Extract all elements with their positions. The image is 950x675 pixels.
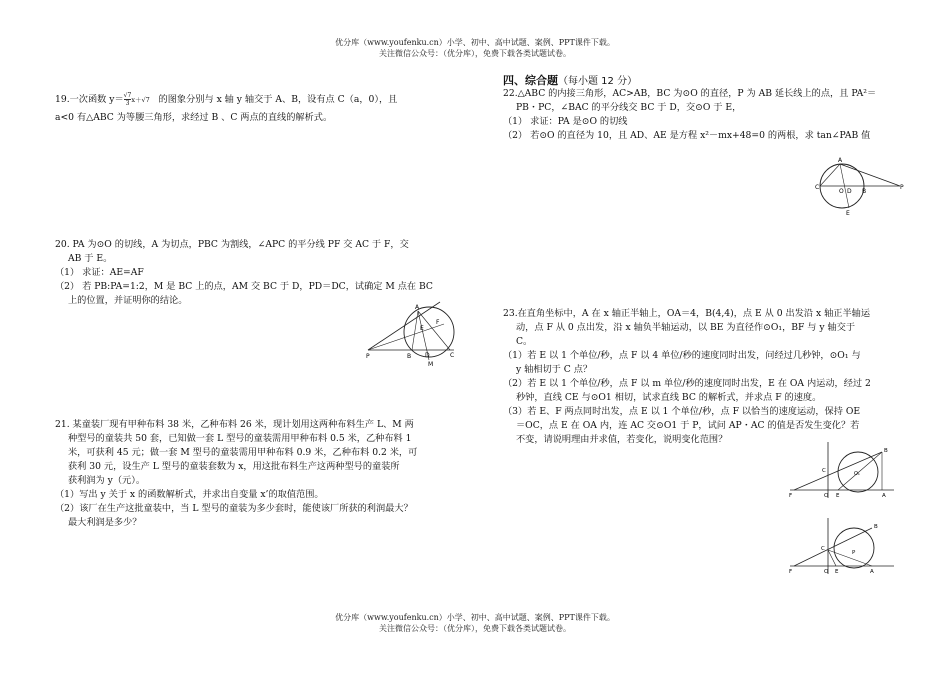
q23f2-label-b: B — [874, 524, 878, 530]
q19-fraction-den: 3 — [125, 100, 130, 107]
q22-label-o: O — [839, 188, 844, 195]
q23f1-label-c: C — [822, 468, 826, 474]
q23-line-1: 23.在直角坐标中，A 在 x 轴正半轴上，OA＝4，B(4,4)，点 E 从 0 出发沿 x 轴正半轴运 — [503, 308, 871, 319]
question-23 — [503, 307, 913, 447]
q19-prefix: 19.一次函数 y＝ — [55, 94, 124, 105]
q23-figure-1 — [786, 438, 898, 500]
page-footer — [0, 612, 950, 634]
q22-line-2: PB・PC，∠BAC 的平分线交 BC 于 D，交⊙O 于 E， — [516, 102, 742, 113]
q21-line-5: 获利润为 y（元）。 — [68, 475, 146, 486]
q20-sub-2b: 上的位置，并证明你的结论。 — [68, 295, 188, 306]
q19-line-2: a<0 有△ABC 为等腰三角形，求经过 B 、C 两点的直线的解析式。 — [55, 112, 333, 123]
q22-line-ap — [840, 164, 900, 186]
q23f1-label-o1: O₁ — [854, 471, 860, 477]
q23f1-label-f: F — [789, 493, 793, 499]
q20-label-b: B — [407, 353, 412, 360]
question-22 — [503, 87, 913, 143]
q21-line-1: 21. 某童装厂现有甲种布料 38 米，乙种布料 26 米，现计划用这两种布料生产 L、M 两 — [55, 419, 414, 430]
q23-sub-3b: ＝OC，点 E 在 OA 内，连 AC 交⊙O1 于 P，试问 AP・AC 的值是否发生变化？若 — [516, 420, 860, 431]
q22-label-e: E — [846, 210, 850, 217]
q23f2-label-e: E — [835, 569, 839, 575]
q20-figure — [362, 296, 470, 368]
q20-label-p: P — [366, 353, 370, 360]
q20-label-d: D — [425, 352, 430, 359]
page-header — [0, 37, 950, 59]
q23-sub-3c: 不变，请说明理由并求值，若变化，说明变化范围？ — [516, 434, 728, 445]
q20-line-1: 20. PA 为⊙O 的切线，A 为切点，PBC 为割线，∠APC 的平分线 PF 交 AC 于 F，交 — [55, 239, 409, 250]
q21-sub-1: （1）写出 y 关于 x 的函数解析式，并求出自变量 x’的取值范围。 — [55, 489, 324, 500]
q19-line-1 — [55, 92, 465, 107]
q23-line-3: C。 — [516, 336, 533, 347]
q23-line-2: 动，点 F 从 0 点出发，沿 x 轴负半轴运动，以 BE 为直径作⊙O₁，BF 与 y 轴交于 — [516, 322, 856, 333]
q20-circle — [404, 307, 454, 357]
q19-fraction-num: √7 — [123, 92, 132, 99]
header-line-1: 优分库（www.youfenku.cn）小学、初中、高中试题、案例、PPT课件下载。 — [335, 38, 615, 47]
q21-line-3: 米，可获利 45 元；做一套 M 型号的童装需用甲种布料 0.9 米，乙种布料 0.2 米，可 — [68, 447, 418, 458]
q22-label-b: B — [862, 188, 867, 195]
question-19 — [55, 92, 465, 125]
section-4-note: （每小题 12 分） — [558, 76, 638, 87]
footer-line-1: 优分库（www.youfenku.cn）小学、初中、高中试题、案例、PPT课件下载。 — [335, 613, 615, 622]
q21-line-2: 种型号的童装共 50 套，已知做一套 L 型号的童装需用甲种布料 0.5 米，乙种布料 1 — [68, 433, 412, 444]
q21-sub-2a: （2）该厂在生产这批童装中，当 L 型号的童装为多少套时，能使该厂所获的利润最大？ — [55, 503, 413, 514]
q20-bisector — [368, 324, 444, 350]
q21-sub-2b: 最大利润是多少？ — [68, 517, 142, 528]
q20-label-a: A — [415, 304, 420, 311]
q20-sub-2a: （2） 若 PB:PA=1:2，M 是 BC 上的点，AM 交 BC 于 D，PD＝DC，试确定 M 点在 BC — [55, 281, 433, 292]
q22-sub-1: （1） 求证：PA 是⊙O 的切线 — [503, 116, 628, 127]
q22-figure — [812, 152, 907, 220]
q20-label-f: F — [436, 319, 440, 326]
q23f1-label-o: O — [824, 493, 829, 499]
q23f1-label-a: A — [882, 493, 886, 499]
q20-sub-1: （1） 求证：AE=AF — [55, 267, 144, 278]
q23f2-label-f: F — [789, 569, 793, 575]
q23f2-label-p: P — [852, 550, 856, 556]
q22-label-a: A — [838, 157, 843, 164]
q23-sub-1a: （1）若 E 以 1 个单位/秒，点 F 以 4 单位/秒的速度同时出发，问经过几秒钟，⊙O₁ 与 — [503, 350, 861, 361]
question-21 — [55, 418, 465, 530]
q20-label-c: C — [450, 352, 455, 359]
q23f2-label-c: C — [821, 546, 825, 552]
q19-formula-tail: x＋√7 — [131, 96, 150, 104]
q23f1-label-e: E — [836, 493, 840, 499]
q23f1-line-fb — [794, 452, 882, 490]
q23-sub-1b: y 轴相切于 C 点？ — [516, 364, 593, 375]
q23f1-label-b: B — [884, 448, 888, 454]
section-4-title: 四、综合题 — [503, 74, 558, 87]
q23-sub-2b: 秒钟，直线 CE 与⊙O1 相切，试求直线 BC 的解析式，并求点 F 的速度。 — [516, 392, 822, 403]
q23f2-label-a: A — [870, 569, 874, 575]
section-4-heading — [503, 72, 637, 88]
q20-label-e: E — [420, 325, 424, 332]
q23-sub-2a: （2）若 E 以 1 个单位/秒，点 F 以 m 单位/秒的速度同时出发，E 在 OA 内运动，经过 2 — [503, 378, 871, 389]
q22-line-1: 22.△ABC 的内接三角形，AC>AB，BC 为⊙O 的直径，P 为 AB 延长线上的点，且 PA²＝ — [503, 88, 877, 99]
q20-tangent — [368, 302, 440, 350]
q21-line-4: 获利 30 元，设生产 L 型号的童装套数为 x，用这批布料生产这两种型号的童装所 — [68, 461, 400, 472]
q23f2-circle — [834, 528, 874, 568]
q20-label-m: M — [428, 361, 434, 368]
q19-text-1: 的图象分别与 x 轴 y 轴交于 A、B，设有点 C（a，0），且 — [158, 94, 398, 105]
header-line-2: 关注微信公众号：（优分库），免费下载各类试题试卷。 — [379, 49, 571, 58]
q23-sub-3a: （3）若 E、F 两点同时出发，点 E 以 1 个单位/秒，点 F 以恰当的速度运动，保持 OE — [503, 406, 861, 417]
footer-line-2: 关注微信公众号：（优分库），免费下载各类试题试卷。 — [379, 624, 571, 633]
q20-line-2: AB 于 E。 — [68, 253, 113, 264]
q23f2-label-o: O — [824, 569, 829, 575]
q22-label-d: D — [847, 188, 852, 195]
q22-label-c: C — [815, 184, 820, 191]
q22-sub-2: （2） 若⊙O 的直径为 10，且 AD、AE 是方程 x²－mx+48=0 的两根，求 tan∠PAB 值 — [503, 130, 871, 141]
q23-figure-2 — [786, 514, 898, 576]
q20-line-ab — [412, 311, 418, 350]
q22-label-p: P — [900, 184, 904, 191]
